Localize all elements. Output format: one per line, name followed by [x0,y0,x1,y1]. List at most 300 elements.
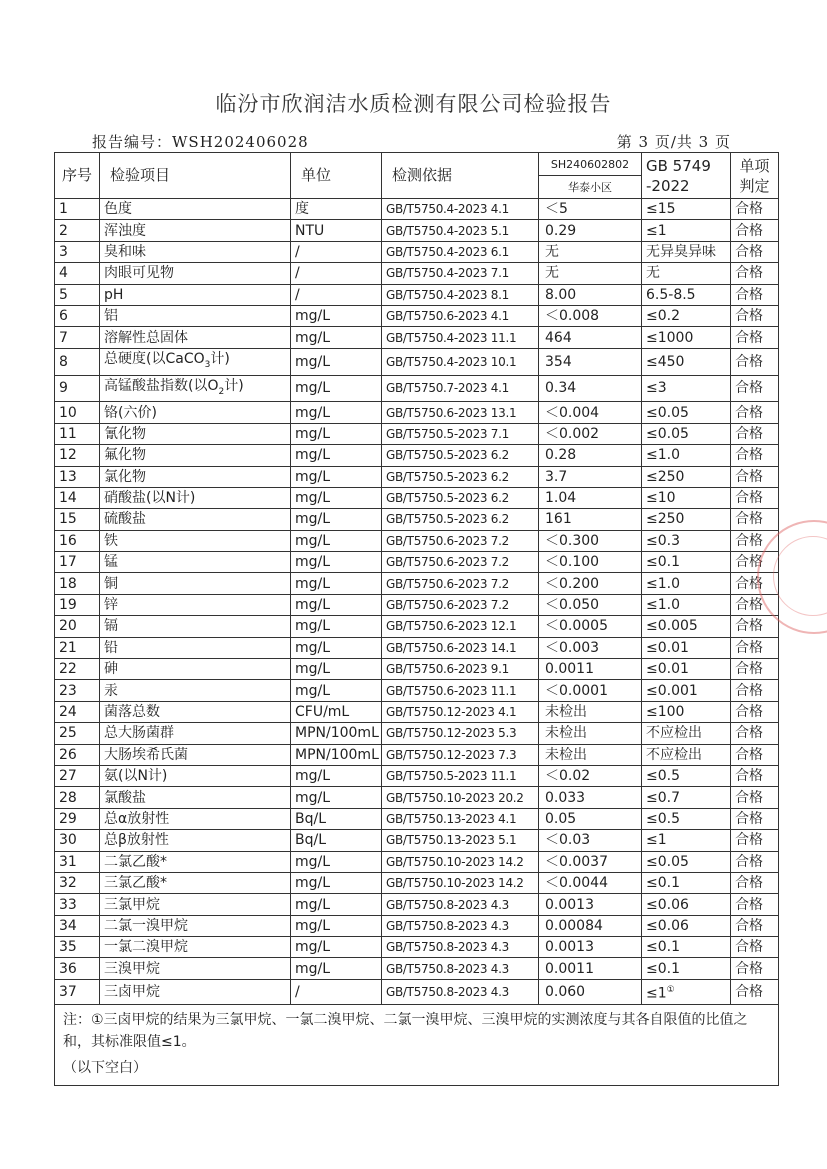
item-text: 氯酸盐 [104,789,146,806]
cell-judgment: 合格 [731,659,779,680]
cell-unit: mg/L [291,787,382,808]
item-text: 总大肠菌群 [104,725,174,742]
cell-item [100,466,291,487]
table-row [55,402,779,423]
limit-text: ≤100 [646,703,685,720]
cell-basis: GB/T5750.5-2023 11.1 [382,765,539,786]
cell-item [100,851,291,872]
limit-text: ≤1.0 [646,575,680,592]
cell-basis: GB/T5750.6-2023 11.1 [382,680,539,701]
cell-item [100,765,291,786]
cell-judgment: 合格 [731,445,779,466]
cell-judgment: 合格 [731,701,779,722]
cell-basis: GB/T5750.13-2023 5.1 [382,830,539,851]
table-row [55,241,779,262]
cell-basis: GB/T5750.12-2023 5.3 [382,723,539,744]
cell-seq: 27 [55,765,100,786]
header-sample-location: 华泰小区 [539,176,642,199]
cell-judgment: 合格 [731,594,779,615]
cell-basis: GB/T5750.4-2023 10.1 [382,348,539,375]
notes-row [55,1004,779,1085]
cell-seq: 1 [55,199,100,220]
cell-item [100,327,291,348]
limit-text: ≤0.1 [646,554,680,571]
table-row [55,872,779,893]
cell-basis: GB/T5750.4-2023 6.1 [382,241,539,262]
cell-limit [642,375,731,402]
page-number: 第 3 页/共 3 页 [616,133,731,151]
cell-result: ＜0.0005 [539,616,642,637]
item-text: 氨(以N计) [104,768,168,785]
cell-unit: mg/L [291,937,382,958]
cell-unit: CFU/mL [291,701,382,722]
item-text: 铁 [104,532,118,549]
report-title: 临汾市欣润洁水质检测有限公司检验报告 [215,92,612,116]
cell-judgment: 合格 [731,284,779,305]
cell-item [100,958,291,979]
cell-result: 464 [539,327,642,348]
item-text: 汞 [104,682,118,699]
seal-stamp-inner [773,536,827,616]
cell-basis: GB/T5750.7-2023 4.1 [382,375,539,402]
cell-limit [642,808,731,829]
cell-seq: 10 [55,402,100,423]
cell-limit [642,466,731,487]
cell-judgment: 合格 [731,487,779,508]
cell-seq: 7 [55,327,100,348]
cell-judgment: 合格 [731,241,779,262]
cell-result: ＜0.100 [539,552,642,573]
cell-basis: GB/T5750.5-2023 7.1 [382,423,539,444]
item-subscript: 2 [218,386,225,397]
table-row [55,445,779,466]
table-row [55,659,779,680]
cell-limit [642,573,731,594]
limit-text: ≤0.1 [646,875,680,892]
cell-result: 0.0011 [539,659,642,680]
cell-limit [642,937,731,958]
item-text: 铅 [104,639,118,656]
table-row [55,723,779,744]
cell-basis: GB/T5750.6-2023 7.2 [382,594,539,615]
cell-judgment: 合格 [731,263,779,284]
limit-text: ≤0.1 [646,960,680,977]
cell-seq: 33 [55,894,100,915]
cell-unit: mg/L [291,573,382,594]
cell-item [100,830,291,851]
item-text: 三卤甲烷 [104,983,160,1000]
cell-limit [642,552,731,573]
header-judgment [731,153,779,199]
cell-item [100,872,291,893]
cell-limit [642,263,731,284]
cell-result: ＜0.050 [539,594,642,615]
cell-item [100,915,291,936]
cell-seq: 24 [55,701,100,722]
table-row [55,284,779,305]
limit-text: ≤0.5 [646,810,680,827]
table-row [55,530,779,551]
cell-seq: 21 [55,637,100,658]
cell-basis: GB/T5750.6-2023 4.1 [382,305,539,326]
cell-judgment: 合格 [731,348,779,375]
table-row [55,594,779,615]
cell-unit: mg/L [291,327,382,348]
cell-seq: 20 [55,616,100,637]
item-text: 硫酸盐 [104,511,146,528]
limit-text: ≤0.1 [646,939,680,956]
cell-unit: mg/L [291,616,382,637]
cell-result: 未检出 [539,744,642,765]
cell-item [100,573,291,594]
limit-text: ≤450 [646,353,685,370]
cell-seq: 6 [55,305,100,326]
item-text: 氟化物 [104,447,146,464]
cell-limit [642,744,731,765]
cell-limit [642,305,731,326]
cell-item [100,787,291,808]
cell-unit: mg/L [291,680,382,701]
table-row [55,979,779,1004]
cell-item [100,552,291,573]
cell-limit [642,445,731,466]
cell-seq: 12 [55,445,100,466]
item-text: 臭和味 [104,243,146,260]
limit-text: ≤0.5 [646,768,680,785]
cell-basis: GB/T5750.4-2023 8.1 [382,284,539,305]
limit-text: ≤10 [646,490,676,507]
results-table [54,152,779,1086]
cell-unit: NTU [291,220,382,241]
cell-basis: GB/T5750.8-2023 4.3 [382,894,539,915]
item-text: 总α放射性 [104,810,170,827]
limit-text: 无异臭异味 [646,243,716,260]
header-unit: 单位 [291,153,382,199]
cell-seq: 37 [55,979,100,1004]
cell-limit [642,241,731,262]
item-text-suffix: 计) [210,350,230,367]
limit-text: 无 [646,265,660,282]
cell-seq: 4 [55,263,100,284]
limit-text: ≤0.05 [646,425,689,442]
cell-item [100,894,291,915]
cell-basis: GB/T5750.5-2023 6.2 [382,509,539,530]
item-text: 总β放射性 [104,832,169,849]
cell-judgment: 合格 [731,466,779,487]
table-row [55,637,779,658]
table-row [55,199,779,220]
limit-text: ≤1 [646,222,667,239]
item-text: 砷 [104,661,118,678]
cell-basis: GB/T5750.10-2023 20.2 [382,787,539,808]
table-row [55,765,779,786]
cell-limit [642,594,731,615]
cell-seq: 23 [55,680,100,701]
item-text: 铝 [104,308,118,325]
cell-seq: 8 [55,348,100,375]
cell-judgment: 合格 [731,723,779,744]
cell-limit [642,872,731,893]
cell-item [100,241,291,262]
cell-item [100,701,291,722]
cell-item [100,220,291,241]
item-text: 一氯二溴甲烷 [104,939,188,956]
cell-judgment: 合格 [731,199,779,220]
cell-seq: 9 [55,375,100,402]
table-row [55,263,779,284]
cell-result: 354 [539,348,642,375]
header-judgment-line2: 判定 [739,176,770,195]
note-blank-below: （以下空白） [63,1059,147,1076]
cell-result: ＜0.200 [539,573,642,594]
notes-cell [55,1004,779,1085]
limit-text: ≤0.05 [646,853,689,870]
cell-limit [642,423,731,444]
cell-unit: mg/L [291,466,382,487]
cell-seq: 31 [55,851,100,872]
table-row [55,851,779,872]
cell-judgment: 合格 [731,530,779,551]
header-basis: 检测依据 [382,153,539,199]
cell-limit [642,616,731,637]
table-row [55,701,779,722]
cell-seq: 34 [55,915,100,936]
cell-unit: / [291,263,382,284]
cell-basis: GB/T5750.4-2023 7.1 [382,263,539,284]
cell-judgment: 合格 [731,915,779,936]
cell-limit [642,915,731,936]
cell-item [100,375,291,402]
cell-judgment: 合格 [731,402,779,423]
limit-text: ≤3 [646,380,667,397]
cell-limit [642,284,731,305]
cell-judgment: 合格 [731,305,779,326]
cell-basis: GB/T5750.4-2023 4.1 [382,199,539,220]
cell-limit [642,402,731,423]
item-text: 锌 [104,597,118,614]
cell-seq: 28 [55,787,100,808]
item-text: 硝酸盐(以N计) [104,490,196,507]
table-row [55,787,779,808]
limit-text: ≤1 [646,832,667,849]
header-item: 检验项目 [100,153,291,199]
limit-text: ≤0.7 [646,789,680,806]
cell-result: ＜0.0001 [539,680,642,701]
cell-result: ＜0.002 [539,423,642,444]
cell-judgment: 合格 [731,327,779,348]
cell-judgment: 合格 [731,573,779,594]
cell-unit: MPN/100mL [291,723,382,744]
cell-item [100,263,291,284]
limit-text: ≤1.0 [646,447,680,464]
limit-text: ≤1.0 [646,597,680,614]
item-text: 浑浊度 [104,222,146,239]
cell-seq: 3 [55,241,100,262]
table-row [55,573,779,594]
table-row [55,894,779,915]
item-text: 大肠埃希氏菌 [104,746,188,763]
table-row [55,744,779,765]
cell-unit: mg/L [291,487,382,508]
limit-text: ≤250 [646,511,685,528]
cell-unit: mg/L [291,445,382,466]
cell-limit [642,701,731,722]
table-row [55,487,779,508]
table-row [55,220,779,241]
cell-result: 0.29 [539,220,642,241]
cell-judgment: 合格 [731,937,779,958]
item-text: 三氯乙酸* [104,875,167,892]
cell-unit: mg/L [291,305,382,326]
cell-limit [642,787,731,808]
cell-seq: 15 [55,509,100,530]
cell-limit [642,958,731,979]
header-seq: 序号 [55,153,100,199]
table-row [55,830,779,851]
cell-basis: GB/T5750.8-2023 4.3 [382,979,539,1004]
cell-limit [642,894,731,915]
cell-result: 0.033 [539,787,642,808]
cell-item [100,530,291,551]
cell-item [100,594,291,615]
item-text: 肉眼可见物 [104,265,174,282]
item-text: 氰化物 [104,425,146,442]
cell-basis: GB/T5750.6-2023 9.1 [382,659,539,680]
cell-item [100,937,291,958]
cell-result: ＜0.300 [539,530,642,551]
cell-result: 0.0011 [539,958,642,979]
cell-result: ＜5 [539,199,642,220]
cell-seq: 35 [55,937,100,958]
cell-item [100,637,291,658]
cell-limit [642,659,731,680]
cell-seq: 25 [55,723,100,744]
limit-text: 不应检出 [646,746,702,763]
cell-result: 0.060 [539,979,642,1004]
item-text: 镉 [104,618,118,635]
cell-seq: 19 [55,594,100,615]
cell-unit: 度 [291,199,382,220]
cell-unit: / [291,979,382,1004]
report-number: 报告编号：WSH202406028 [92,133,309,151]
cell-item [100,979,291,1004]
cell-unit: MPN/100mL [291,744,382,765]
cell-basis: GB/T5750.8-2023 4.3 [382,958,539,979]
cell-item [100,445,291,466]
header-standard-line2: -2022 [646,176,690,195]
table-row [55,680,779,701]
table-row [55,937,779,958]
cell-judgment: 合格 [731,851,779,872]
cell-item [100,723,291,744]
limit-text: ≤0.001 [646,682,698,699]
cell-basis: GB/T5750.6-2023 13.1 [382,402,539,423]
cell-limit [642,487,731,508]
cell-item [100,659,291,680]
cell-item [100,744,291,765]
cell-basis: GB/T5750.12-2023 4.1 [382,701,539,722]
cell-limit [642,765,731,786]
cell-unit: / [291,284,382,305]
item-text: 二氯一溴甲烷 [104,917,188,934]
cell-item [100,305,291,326]
cell-result: 161 [539,509,642,530]
cell-unit: mg/L [291,958,382,979]
limit-text: ≤0.06 [646,917,689,934]
cell-unit: mg/L [291,530,382,551]
limit-text: ≤0.3 [646,532,680,549]
cell-seq: 17 [55,552,100,573]
cell-item [100,199,291,220]
cell-result: 3.7 [539,466,642,487]
cell-limit [642,327,731,348]
cell-judgment: 合格 [731,979,779,1004]
cell-result: 无 [539,263,642,284]
cell-seq: 30 [55,830,100,851]
item-text: 铬(六价) [104,404,157,421]
table-row [55,327,779,348]
cell-item [100,487,291,508]
cell-item [100,509,291,530]
item-text: 菌落总数 [104,703,160,720]
item-text: 色度 [104,201,132,218]
limit-text: 不应检出 [646,725,702,742]
cell-limit [642,220,731,241]
cell-judgment: 合格 [731,616,779,637]
table-row [55,466,779,487]
cell-item [100,680,291,701]
cell-item [100,808,291,829]
cell-unit: mg/L [291,637,382,658]
cell-item [100,284,291,305]
cell-seq: 2 [55,220,100,241]
limit-text: ≤0.005 [646,618,698,635]
cell-item [100,402,291,423]
cell-seq: 29 [55,808,100,829]
limit-text: ≤0.05 [646,404,689,421]
cell-unit: mg/L [291,402,382,423]
cell-limit [642,199,731,220]
table-row [55,348,779,375]
cell-basis: GB/T5750.5-2023 6.2 [382,445,539,466]
item-text: 二氯乙酸* [104,853,167,870]
table-row [55,375,779,402]
cell-unit: mg/L [291,765,382,786]
item-subscript: 3 [204,359,211,370]
cell-unit: mg/L [291,423,382,444]
cell-basis: GB/T5750.4-2023 5.1 [382,220,539,241]
cell-basis: GB/T5750.8-2023 4.3 [382,915,539,936]
cell-limit [642,979,731,1004]
cell-seq: 18 [55,573,100,594]
cell-result: ＜0.0037 [539,851,642,872]
cell-limit [642,509,731,530]
limit-text: 6.5-8.5 [646,286,696,303]
table-row [55,552,779,573]
cell-result: 0.0013 [539,894,642,915]
header-sample-id: SH240602802 [539,153,642,176]
item-text: 氯化物 [104,468,146,485]
table-row [55,808,779,829]
cell-basis: GB/T5750.6-2023 12.1 [382,616,539,637]
cell-result: 8.00 [539,284,642,305]
header-standard [642,153,731,199]
item-text: 总硬度(以CaCO [104,350,205,367]
cell-result: ＜0.02 [539,765,642,786]
item-text: 三氯甲烷 [104,896,160,913]
limit-text: ≤0.06 [646,896,689,913]
limit-text: ≤0.01 [646,661,689,678]
